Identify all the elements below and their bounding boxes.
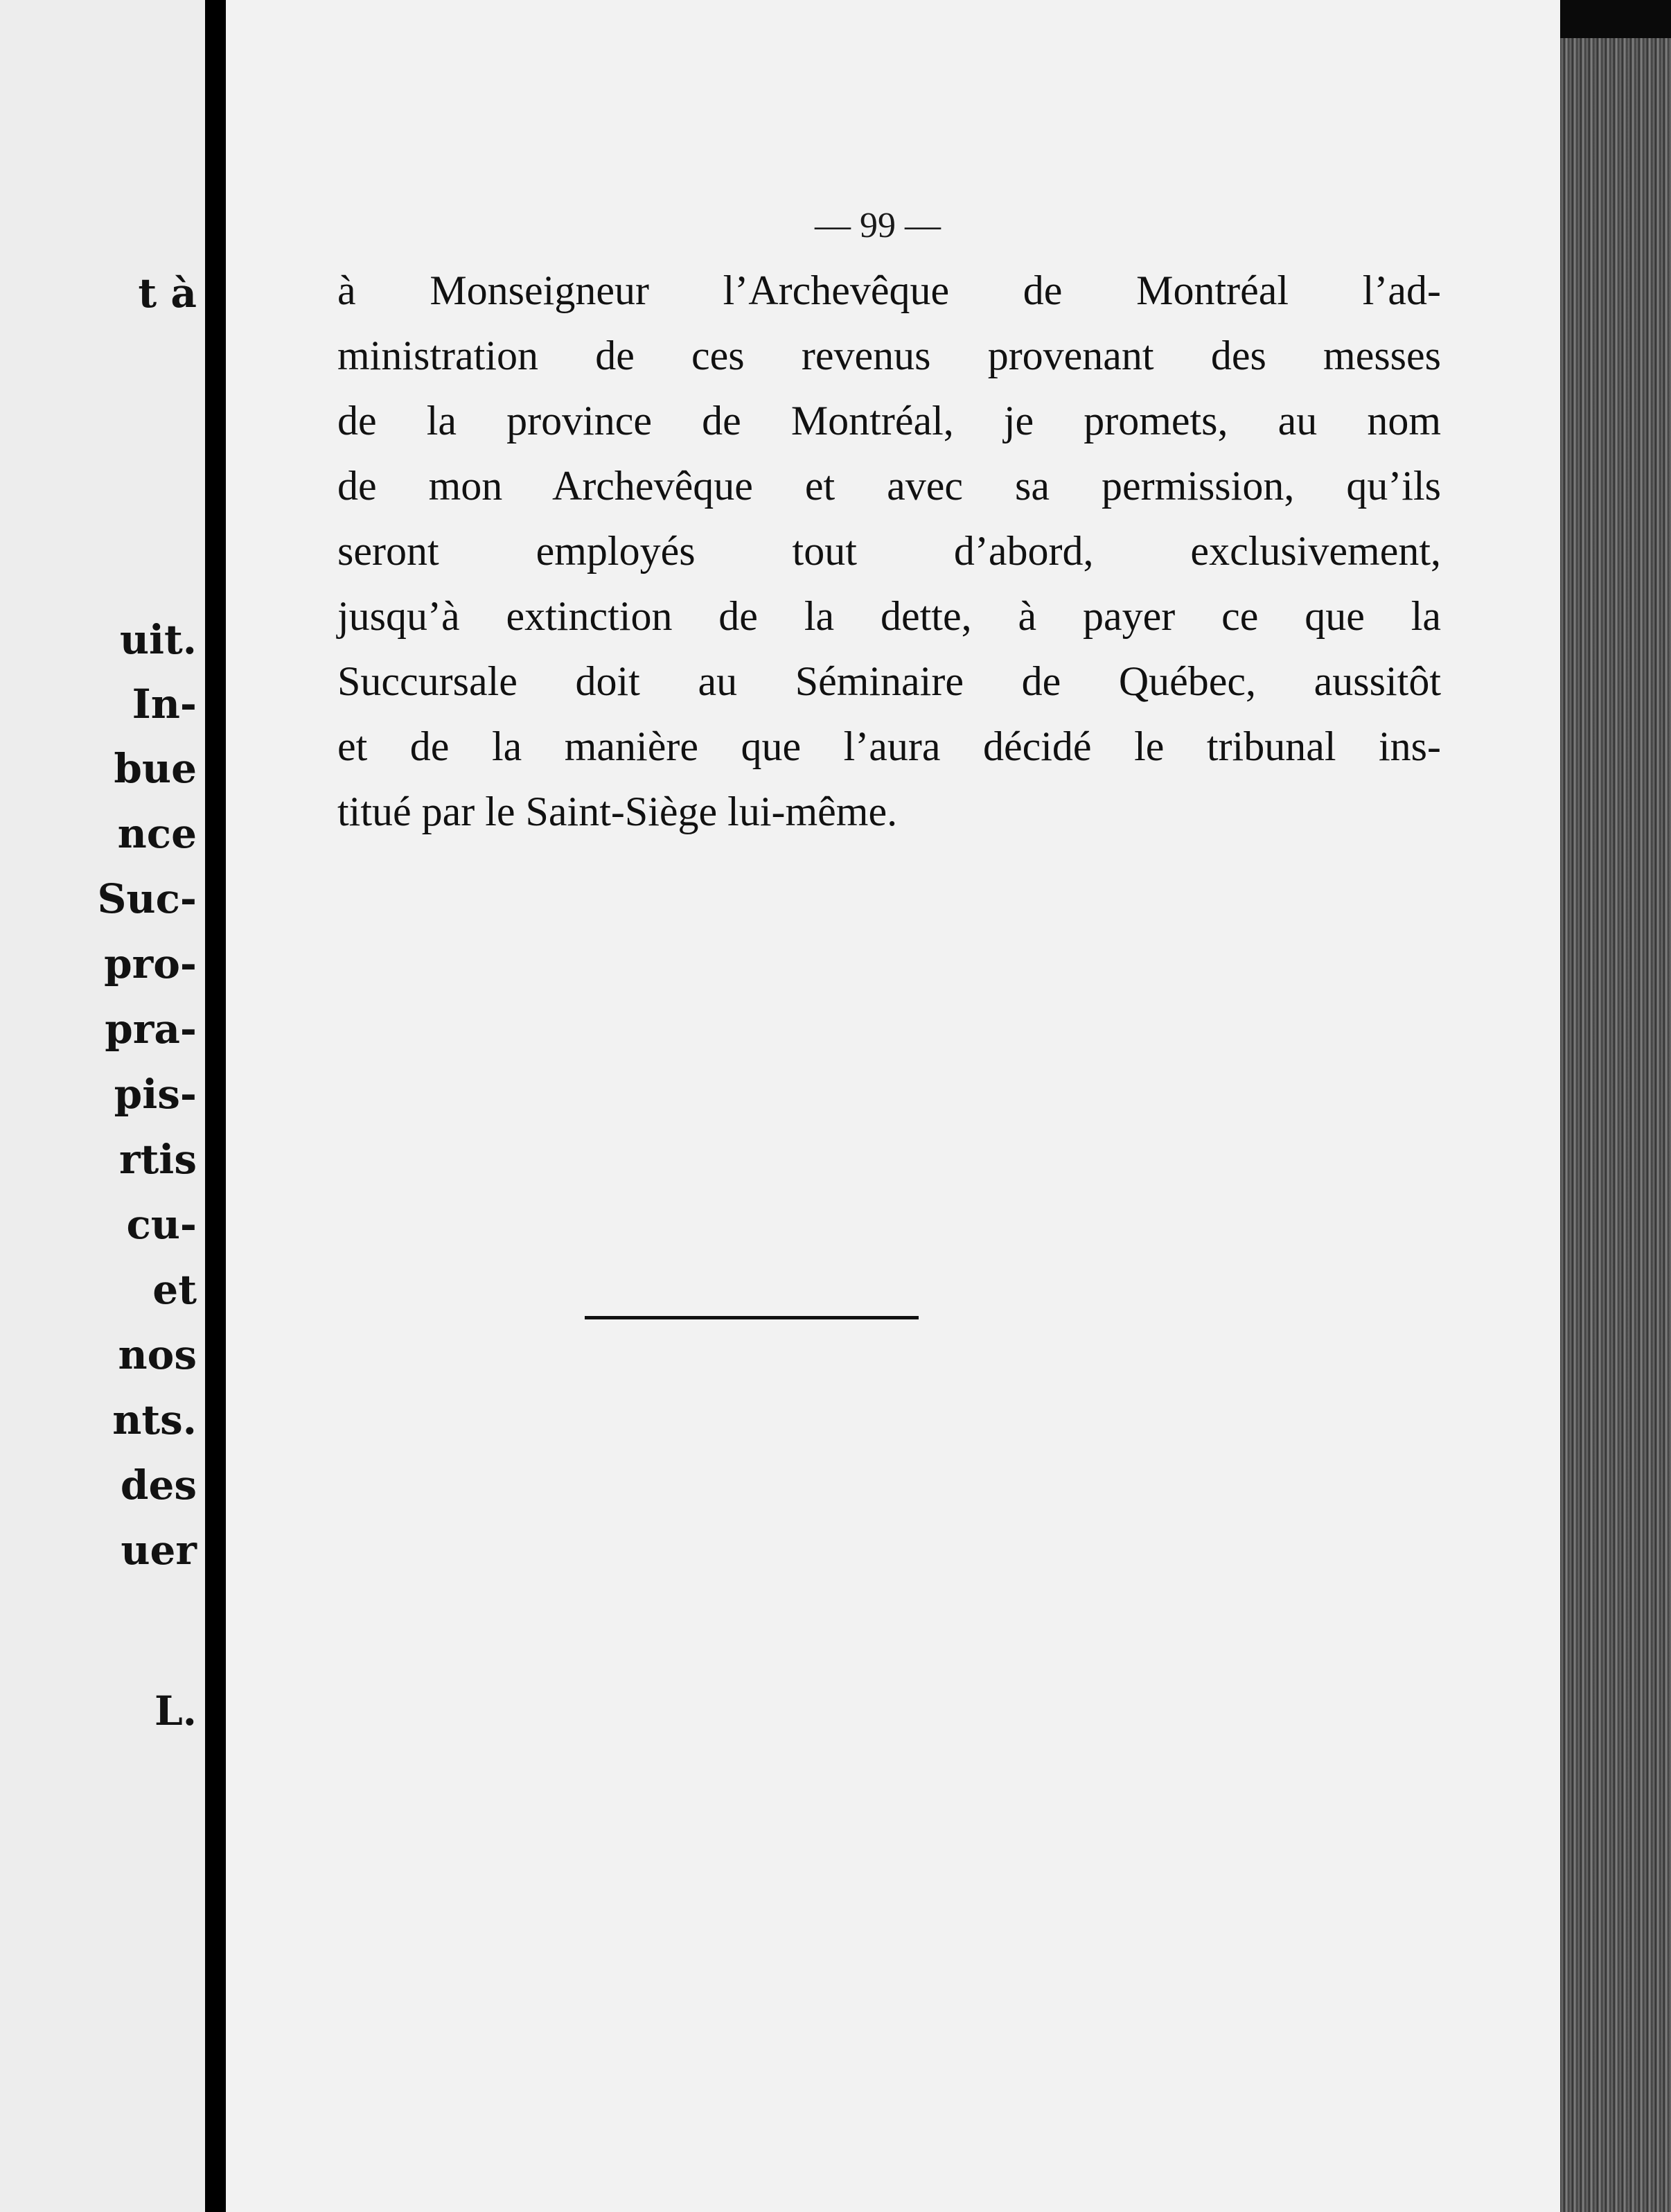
body-line: seront employés tout d’abord, exclusivement,: [337, 528, 1441, 574]
left-page-line: pra-: [105, 1006, 197, 1053]
book-gutter: [205, 0, 226, 2212]
left-page-line: des: [120, 1462, 197, 1509]
body-line: de mon Archevêque et avec sa permission, qu’ils: [337, 463, 1441, 509]
section-divider: [585, 1316, 919, 1319]
left-page-line: bue: [114, 745, 197, 792]
page-number: — 99 —: [815, 206, 941, 245]
body-line: ministration de ces revenus provenant des messes: [337, 333, 1441, 378]
body-line: à Monseigneur l’Archevêque de Montréal l’ad-: [337, 267, 1441, 313]
left-page-line: In-: [132, 681, 197, 728]
left-page-line: L.: [154, 1687, 197, 1735]
body-line: et de la manière que l’aura décidé le tribunal ins-: [337, 723, 1441, 769]
left-page-line: uer: [121, 1527, 197, 1574]
body-line: Succursale doit au Séminaire de Québec, aussitôt: [337, 658, 1441, 704]
left-page-line: pis-: [114, 1071, 197, 1118]
book-page-edges: [1560, 38, 1671, 2212]
left-page-line: et: [152, 1266, 197, 1313]
left-page-line: cu-: [126, 1201, 197, 1248]
left-page-line: nts.: [112, 1396, 197, 1443]
left-page-line: uit.: [119, 616, 197, 663]
page-edges-top: [1560, 0, 1671, 38]
body-line: de la province de Montréal, je promets, au nom: [337, 398, 1441, 444]
left-facing-page: [0, 0, 205, 2212]
body-line: jusqu’à extinction de la dette, à payer ce que la: [337, 593, 1441, 639]
left-page-line: t à: [138, 270, 197, 317]
main-page: [226, 0, 1560, 2212]
left-page-line: pro-: [104, 940, 197, 988]
left-page-line: nos: [118, 1331, 197, 1378]
left-page-line: Suc-: [97, 875, 197, 922]
left-page-line: nce: [117, 810, 197, 857]
body-line: titué par le Saint-Siège lui-même.: [337, 789, 898, 834]
left-page-line: rtis: [118, 1136, 197, 1183]
body-paragraph: [337, 258, 1441, 844]
